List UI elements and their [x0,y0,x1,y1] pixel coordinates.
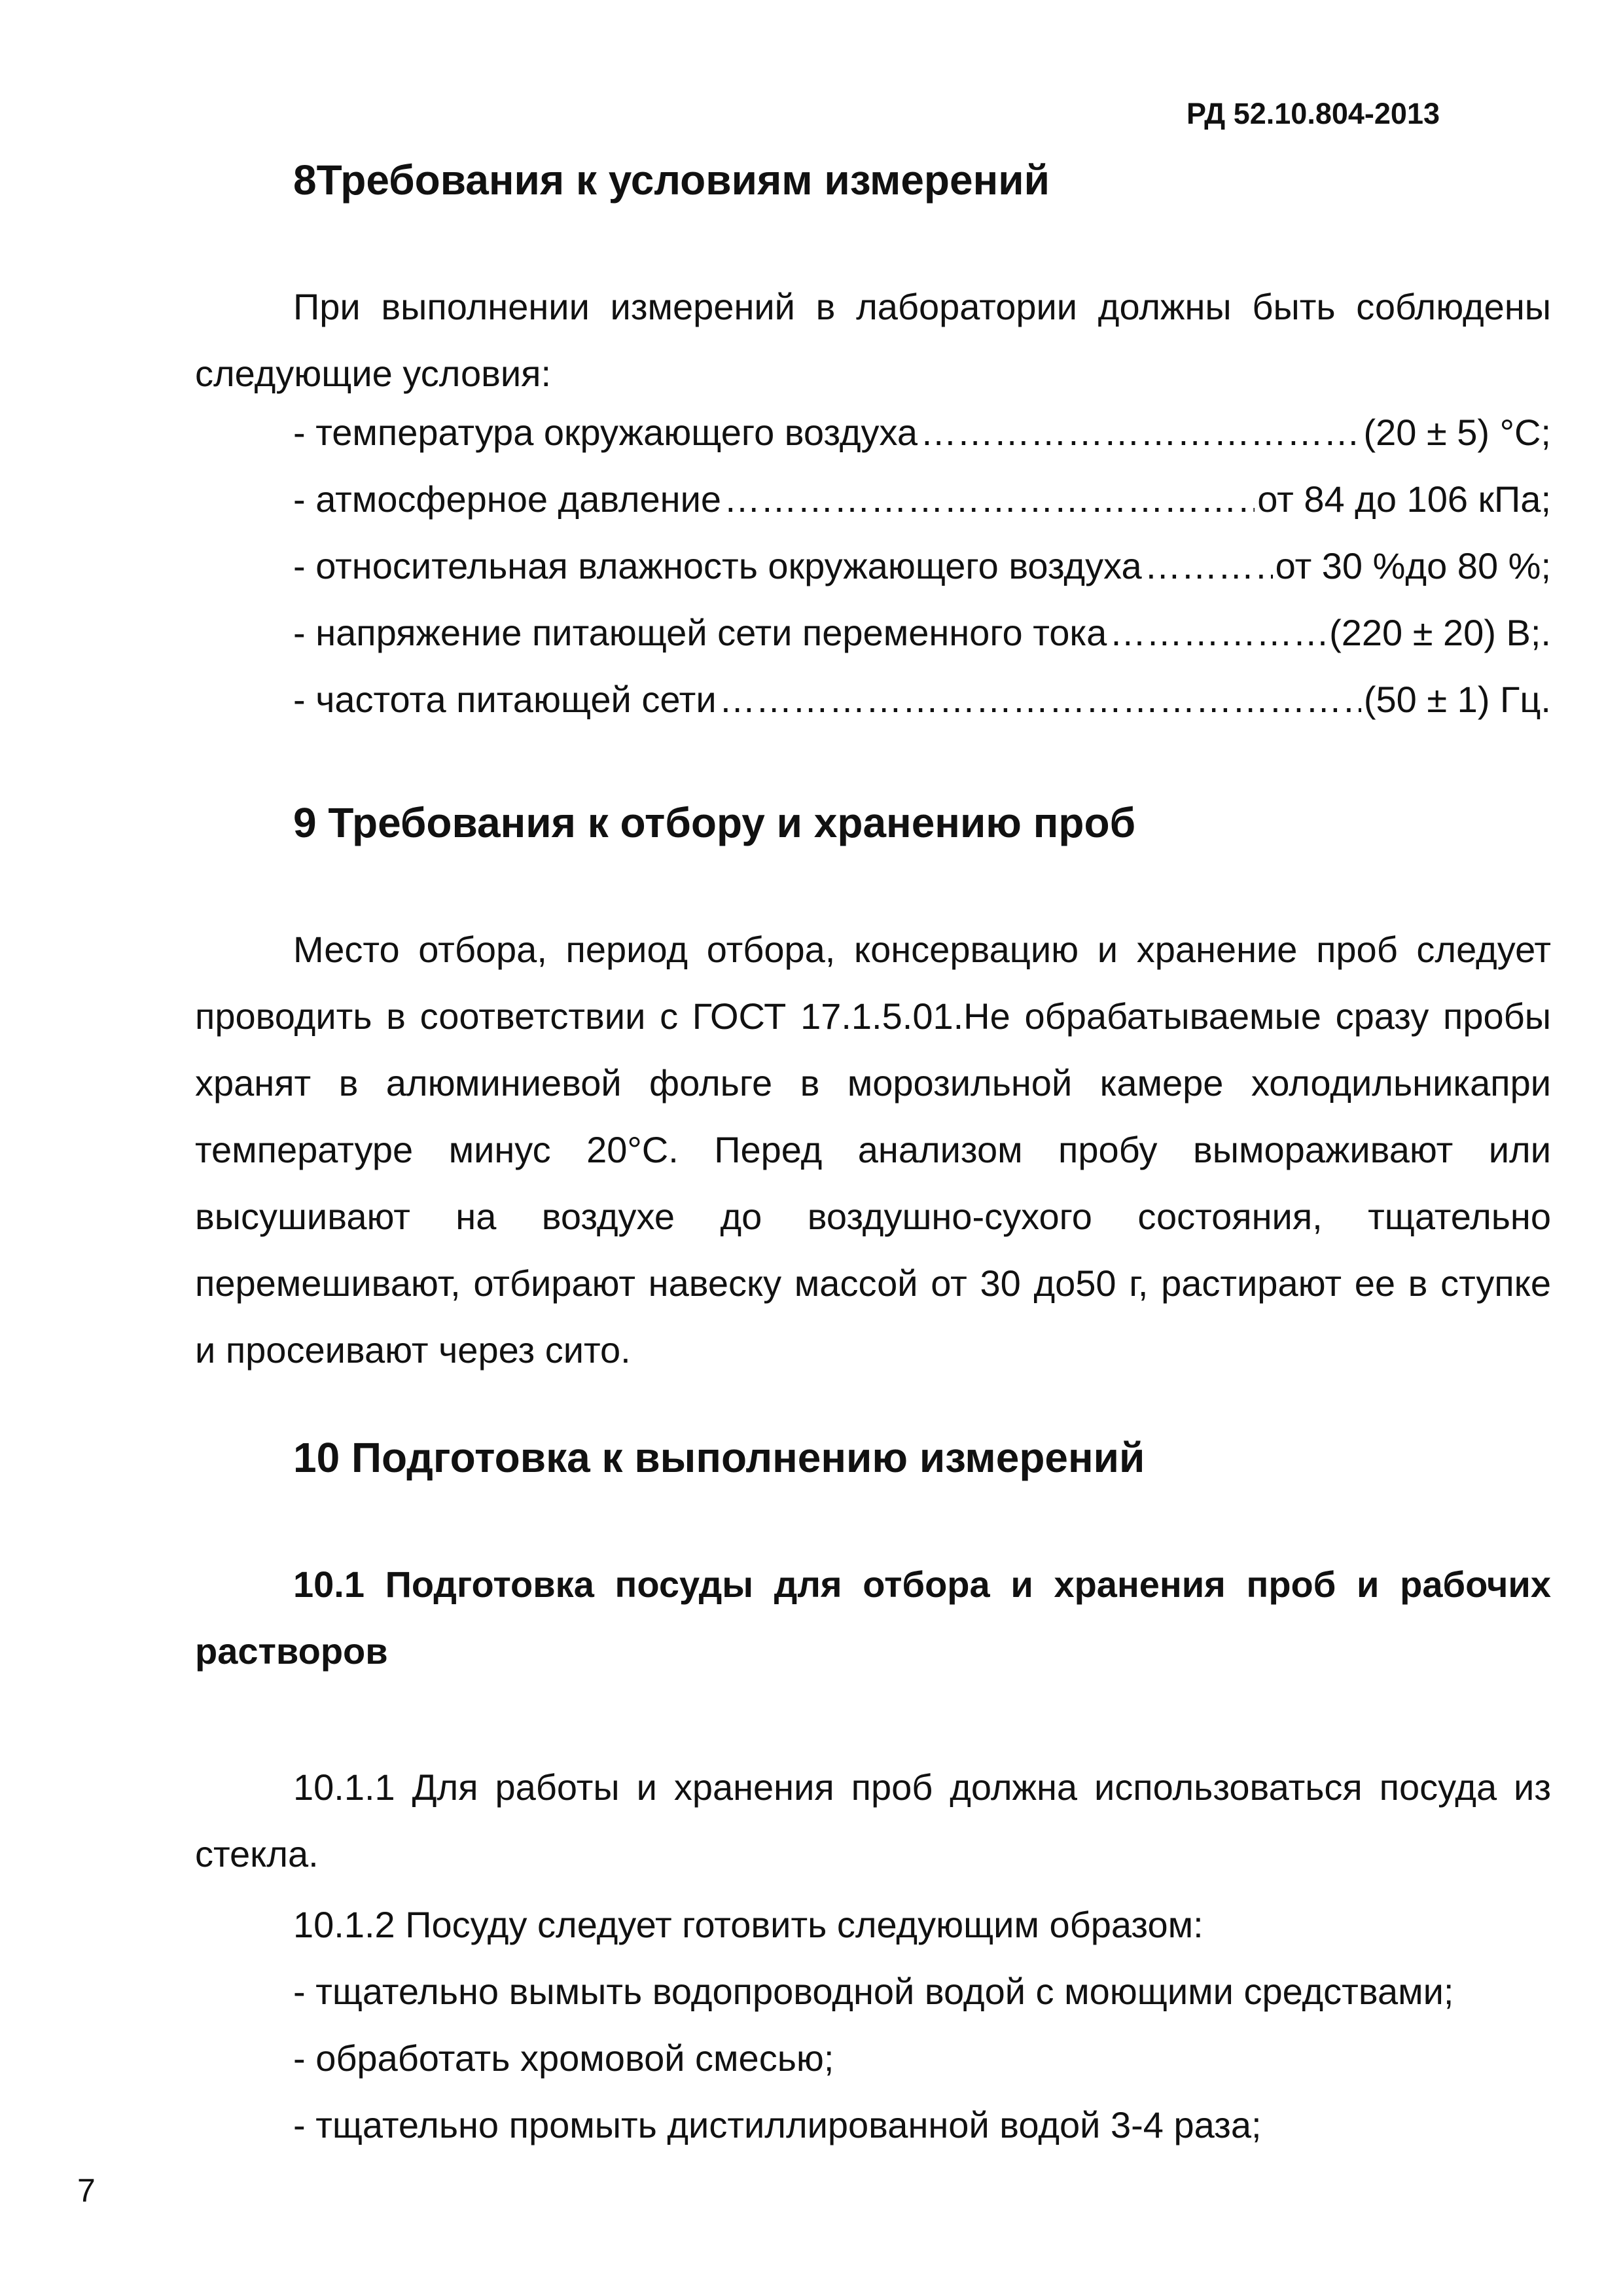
condition-row [293,411,1551,454]
paragraph-10-1-1: 10.1.1 Для работы и хранения проб должна использоваться посуда из стекла. [195,1767,1551,1874]
prep-step: - тщательно вымыть водопроводной водой с моющими средствами; [293,1971,1454,2012]
section-10-heading: 10 Подготовка к выполнению измерений [293,1434,1145,1481]
leader-dots [1145,545,1273,587]
condition-row [293,611,1551,654]
condition-value: (50 ± 1) Гц. [1363,679,1551,720]
condition-label: - напряжение питающей сети переменного тока [293,612,1107,653]
prep-step: - тщательно промыть дистиллированной водой 3-4 раза; [293,2104,1262,2145]
condition-row [293,678,1551,721]
page-number: 7 [77,2172,96,2209]
paragraph-10-1-2: 10.1.2 Посуду следует готовить следующим образом: [293,1904,1204,1945]
subsection-10-1-heading: 10.1 Подготовка посуды для отбора и хранения проб и рабочих растворов [195,1564,1551,1672]
condition-row [293,545,1551,587]
condition-value: от 30 %до 80 %; [1275,545,1551,586]
condition-value: (220 ± 20) В;. [1329,612,1551,653]
prep-step: - обработать хромовой смесью; [293,2037,834,2079]
section-9-text: Место отбора, период отбора, консервацию и хранение проб следует проводить в соответствии с ГОСТ 17.1.5.01.Не обрабатываемые сразу пробы хранят в алюминиевой фольге в морозильной камере холодильникапри температуре минус 20°С. Перед анализом пробу вымораживают или высушивают на воздухе до воздушно-сухого состояния, тщательно перемешивают, отбирают навеску массой от 30 до50 г, растирают ее в ступке и просеивают через сито. [195,929,1551,1371]
document-code: РД 52.10.804-2013 [1186,97,1440,130]
section-8-heading: 8Требования к условиям измерений [293,156,1050,204]
condition-label: - атмосферное давление [293,478,722,520]
condition-row [293,478,1551,520]
leader-dots [724,478,1255,520]
leader-dots [719,678,1361,721]
section-9-heading: 9 Требования к отбору и хранению проб [293,799,1136,846]
condition-label: - частота питающей сети [293,679,717,720]
leader-dots [1109,611,1327,654]
condition-label: - температура окружающего воздуха [293,412,918,453]
condition-value: (20 ± 5) °C; [1363,412,1551,453]
section-8-intro: При выполнении измерений в лаборатории должны быть соблюдены следующие условия: [195,286,1551,394]
leader-dots [920,411,1361,454]
condition-value: от 84 до 106 кПа; [1257,478,1551,520]
condition-label: - относительная влажность окружающего воздуха [293,545,1142,586]
